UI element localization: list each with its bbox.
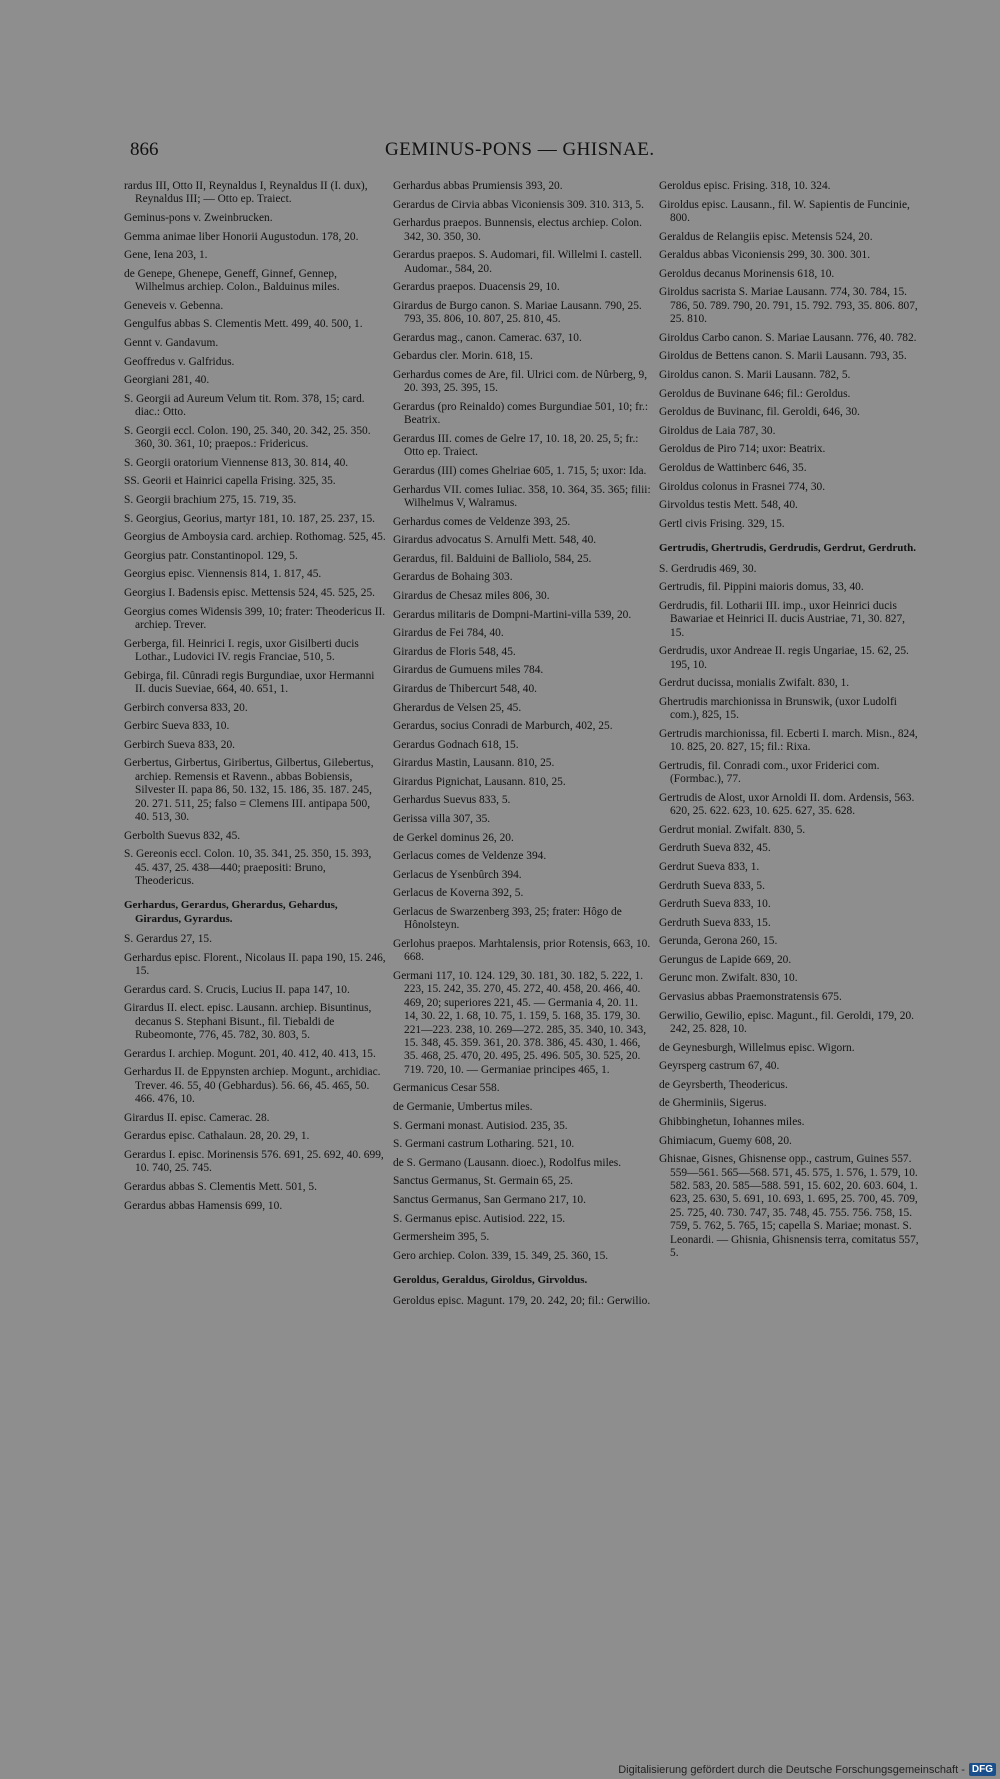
index-entry: S. Germani castrum Lotharing. 521, 10. [393,1138,575,1151]
index-entry: Gene, Iena 203, 1. [124,249,208,262]
index-entry: Gerdruth Sueva 832, 45. [659,842,771,855]
index-entry: Gertl civis Frising. 329, 15. [659,517,785,530]
index-entry: Gerhardus Suevus 833, 5. [393,794,511,807]
index-entry: Gertrudis de Alost, uxor Arnoldi II. dom. Ardensis, 563. 620, 25. 622. 623, 10. 625. 627, 35. 628. [659,791,915,818]
index-entry: Geroldus episc. Magunt. 179, 20. 242, 20; fil.: Gerwilio. [393,1294,651,1307]
index-entry: Geroldus episc. Frising. 318, 10. 324. [659,180,831,192]
index-entry: Gerardus mag., canon. Camerac. 637, 10. [393,331,582,344]
index-entry: Gerardus (pro Reinaldo) comes Burgundiae 501, 10; fr.: Beatrix. [393,400,649,427]
index-entry: Girardus de Thibercurt 548, 40. [393,682,538,695]
index-heading: Gerhardus, Gerardus, Gherardus, Gehardus, Girardus, Gyrardus. [124,899,338,925]
index-entry: Giroldus colonus in Frasnei 774, 30. [659,480,826,493]
index-entry: Gerardus de Bohaing 303. [393,571,513,584]
index-entry: Gero archiep. Colon. 339, 15. 349, 25. 360, 15. [393,1249,609,1262]
index-entry: Gerdruth Sueva 833, 15. [659,916,771,929]
index-entry: de Germanie, Umbertus miles. [393,1101,533,1114]
index-entry: de S. Germano (Lausann. dioec.), Rodolfus miles. [393,1156,622,1169]
index-entry: Gerhardus comes de Are, fil. Ulrici com. de Nûrberg, 9, 20. 393, 25. 395, 15. [393,368,648,395]
index-entry: S. Germanus episc. Autisiod. 222, 15. [393,1212,566,1225]
index-entry: Gerardus militaris de Dompni-Martini-villa 539, 20. [393,608,632,621]
index-entry: de Gerkel dominus 26, 20. [393,831,514,844]
index-entry: Gerardus praepos. S. Audomari, fil. Willelmi I. castell. Audomar., 584, 20. [393,249,642,275]
index-entry: Georgius patr. Constantinopol. 129, 5. [124,549,298,562]
index-entry: Gerardus de Cirvia abbas Viconiensis 309. 310. 313, 5. [393,198,644,211]
index-entry: Gerungus de Lapide 669, 20. [659,953,792,966]
index-entry: Gherardus de Velsen 25, 45. [393,701,522,714]
index-entry: S. Germani monast. Autisiod. 235, 35. [393,1119,568,1132]
index-entry: Gerdrudis, fil. Lotharii III. imp., uxor Heinrici ducis Bawariae et Heinrici II. ducis Austriae, 71, 30. 827, 15. [659,599,906,639]
index-entry: S. Gerardus 27, 15. [124,933,212,946]
index-entry: Geraldus abbas Viconiensis 299, 30. 300. 301. [659,249,871,262]
index-entry: Gerhardus praepos. Bunnensis, electus archiep. Colon. 342, 30. 350, 30. [393,217,642,243]
index-entry: Gerardus Godnach 618, 15. [393,738,519,751]
index-entry: Gerardus, fil. Balduini de Balliolo, 584, 25. [393,552,592,565]
index-entry: Gerardus card. S. Crucis, Lucius II. papa 147, 10. [124,983,350,996]
index-entry: Giroldus sacrista S. Mariae Lausann. 774, 30. 784, 15. 786, 50. 789. 790, 20. 791, 15. 792. 793, 35. 806. 807, 25. 810. [659,286,918,326]
index-entry: Gerdrudis, uxor Andreae II. regis Ungariae, 15. 62, 25. 195, 10. [659,645,909,671]
index-entry: Girardus II. episc. Camerac. 28. [124,1111,270,1124]
index-entry: Sanctus Germanus, St. Germain 65, 25. [393,1175,574,1188]
index-entry: S. Gereonis eccl. Colon. 10, 35. 341, 25. 350, 15. 393, 45. 437, 25. 438—440; praepositi: Bruno, Theodericus. [124,848,372,887]
index-entry: Gervasius abbas Praemonstratensis 675. [659,991,842,1004]
index-entry: Giroldus episc. Lausann., fil. W. Sapientis de Funcinie, 800. [659,198,910,224]
index-entry: Gerbirch Sueva 833, 20. [124,738,236,751]
index-entry: Gerlacus de Koverna 392, 5. [393,887,524,900]
index-entry: Geroldus de Wattinberc 646, 35. [659,461,807,474]
index-entry: SS. Georii et Hainrici capella Frising. 325, 35. [124,475,336,488]
index-entry: Gerberga, fil. Heinrici I. regis, uxor Gisilberti ducis Lothar., Ludovici IV. regis Franciae, 510, 5. [124,637,359,663]
index-entry: Gerlohus praepos. Marhtalensis, prior Rotensis, 663, 10. 668. [393,938,651,964]
index-entry: Gengulfus abbas S. Clementis Mett. 499, 40. 500, 1. [124,318,363,331]
index-entry: S. Georgii eccl. Colon. 190, 25. 340, 20. 342, 25. 350. 360, 30. 361, 10; praepos.: Fridericus. [124,424,371,451]
index-entry: Gerardus abbas Hamensis 699, 10. [124,1199,283,1212]
index-entry: Gerardus I. archiep. Mogunt. 201, 40. 412, 40. 413, 15. [124,1047,376,1060]
index-entry: Georgius episc. Viennensis 814, 1. 817, 45. [124,568,322,581]
index-column-3 [659,180,921,1266]
index-entry: Gerdruth Sueva 833, 10. [659,898,771,911]
index-entry: Gerhardus comes de Veldenze 393, 25. [393,515,571,528]
index-entry: Gerardus III. comes de Gelre 17, 10. 18, 20. 25, 5; fr.: Otto ep. Traiect. [393,432,639,459]
index-column-2 [393,180,655,1313]
index-entry: de Geyrsberth, Theodericus. [659,1078,788,1091]
index-entry: Ghimiacum, Guemy 608, 20. [659,1134,792,1147]
page-number: 866 [130,139,159,160]
footer-credit: Digitalisierung gefördert durch die Deutsche Forschungsgemeinschaft - [618,1763,965,1776]
index-entry: Girardus de Floris 548, 45. [393,645,516,658]
index-entry: Gertrudis marchionissa, fil. Ecberti I. march. Misn., 824, 10. 825, 20. 827, 15; fil.: Rixa. [659,727,918,754]
index-entry: de Gherminiis, Sigerus. [659,1097,767,1110]
index-entry: Gerardus I. episc. Morinensis 576. 691, 25. 692, 40. 699, 10. 740, 25. 745. [124,1148,384,1175]
index-entry: Girardus de Fei 784, 40. [393,627,504,640]
index-entry: S. Georgii oratorium Viennense 813, 30. 814, 40. [124,456,349,469]
index-entry: Girardus de Burgo canon. S. Mariae Lausann. 790, 25. 793, 35. 806, 10. 807, 25. 810, 45. [393,299,642,326]
index-entry: Gerdrut monial. Zwifalt. 830, 5. [659,823,806,836]
index-entry: Geroldus decanus Morinensis 618, 10. [659,267,835,280]
index-entry: Giroldus de Bettens canon. S. Marii Lausann. 793, 35. [659,350,907,363]
index-entry: Gebardus cler. Morin. 618, 15. [393,350,533,363]
index-entry: Georgiani 281, 40. [124,374,210,387]
index-entry: Georgius I. Badensis episc. Mettensis 524, 45. 525, 25. [124,586,375,599]
index-entry: Giroldus Carbo canon. S. Mariae Lausann. 776, 40. 782. [659,331,917,344]
index-entry: Gerhardus abbas Prumiensis 393, 20. [393,180,563,192]
index-heading: Geroldus, Geraldus, Giroldus, Girvoldus. [393,1274,588,1287]
index-entry: Gerbirch conversa 833, 20. [124,701,248,714]
index-entry: Sanctus Germanus, San Germano 217, 10. [393,1194,586,1207]
index-entry: Ghertrudis marchionissa in Brunswik, (uxor Ludolfi com.), 825, 15. [659,695,897,722]
index-entry: Girardus Mastin, Lausann. 810, 25. [393,757,555,770]
index-entry: Gerunda, Gerona 260, 15. [659,935,778,948]
index-entry: Geoffredus v. Galfridus. [124,355,235,368]
index-entry: S. Georgius, Georius, martyr 181, 10. 187, 25. 237, 15. [124,512,375,525]
index-entry: Georgius de Amboysia card. archiep. Rothomag. 525, 45. [124,531,386,544]
index-entry: Germani 117, 10. 124. 129, 30. 181, 30. 182, 5. 222, 1. 223, 15. 242, 35. 270, 45. 272, 40. 458, 20. 466, 40. 469, 20; superiores 221, 45. — Germania 4, 20. 11. 14, 30. 22, 1. 68, 10. 75, 1. 159, 5. 168, 35. 179, 30. 221—223. 238, 10. 269—272. 285, 35. 340, 10. 343, 15. 348, 45. 359. 361, 20. 378. 386, 45. 430, 1. 466, 35. 468, 25. 470, 20. 495, 25. 496. 505, 30. 525, 20. 719. 720, 10. — Germaniae principes 465, 1. [393,970,647,1076]
index-column-1 [124,180,386,1218]
index-entry: Girvoldus testis Mett. 548, 40. [659,499,798,512]
index-entry: Gerardus (III) comes Ghelriae 605, 1. 715, 5; uxor: Ida. [393,464,647,477]
index-entry: Gerardus, socius Conradi de Marburch, 402, 25. [393,720,613,733]
index-entry: Gerbirc Sueva 833, 10. [124,720,230,733]
running-head: GEMINUS-PONS — GHISNAE. [385,139,655,160]
index-heading: Gertrudis, Ghertrudis, Gerdrudis, Gerdrut, Gerdruth. [659,542,916,555]
index-entry: Ghisnae, Gisnes, Ghisnense opp., castrum, Guines 557. 559—561. 565—568. 571, 45. 575, 1. 576, 1. 579, 10. 582. 583, 20. 585—588. 591, 15. 602, 20. 603. 604, 1. 623, 25. 630, 5. 691, 10. 693, 1. 695, 25. 700, 45. 709, 25. 725, 40. 730. 747, 35. 748, 45. 755. 756. 758, 15. 759, 5. 762, 5. 765, 15; capella S. Mariae; monast. S. Leonardi. — Ghisnia, Ghisnensis terra, comitatus 557, 5. [659,1153,919,1260]
index-entry: Geraldus de Relangiis episc. Metensis 524, 20. [659,230,873,243]
index-entry: Girardus de Chesaz miles 806, 30. [393,589,550,602]
index-entry: S. Georgii ad Aureum Velum tit. Rom. 378, 15; card. diac.: Otto. [124,392,365,419]
index-entry: Gerardus abbas S. Clementis Mett. 501, 5. [124,1180,317,1193]
index-entry: Girardus Pignichat, Lausann. 810, 25. [393,775,566,788]
index-entry: Germersheim 395, 5. [393,1231,490,1244]
index-entry: Gertrudis, fil. Pippini maioris domus, 33, 40. [659,581,864,594]
index-entry: Gennt v. Gandavum. [124,336,219,349]
index-entry: Geroldus de Buvinane 646; fil.: Geroldus. [659,387,851,400]
index-entry: Germanicus Cesar 558. [393,1082,500,1095]
dfg-logo: DFG [969,1763,996,1776]
index-entry: Gerlacus de Ysenbûrch 394. [393,868,522,881]
index-entry: Gerunc mon. Zwifalt. 830, 10. [659,972,798,985]
index-entry: Gerhardus episc. Florent., Nicolaus II. papa 190, 15. 246, 15. [124,951,386,978]
index-entry: S. Gerdrudis 469, 30. [659,562,757,575]
index-entry: Gerlacus comes de Veldenze 394. [393,850,547,863]
index-entry: Gebirga, fil. Cûnradi regis Burgundiae, uxor Hermanni II. ducis Sueviae, 664, 40. 651, 1. [124,669,375,695]
footer [618,1763,996,1776]
index-entry: Gerhardus II. de Eppynsten archiep. Mogunt., archidiac. Trever. 46. 55, 40 (Gebhardus). 56. 66, 45. 465, 50. 466. 476, 10. [124,1066,381,1106]
index-entry: Gerdrut ducissa, monialis Zwifalt. 830, 1. [659,677,850,690]
index-entry: Gerbolth Suevus 832, 45. [124,829,241,842]
index-entry: Geyrsperg castrum 67, 40. [659,1060,780,1073]
index-entry: Geroldus de Buvinanc, fil. Geroldi, 646, 30. [659,406,860,419]
index-entry: Girardus advocatus S. Arnulfi Mett. 548, 40. [393,534,597,547]
index-entry: S. Georgii brachium 275, 15. 719, 35. [124,493,297,506]
index-entry: Ghibbinghetun, Iohannes miles. [659,1116,805,1129]
index-entry: rardus III, Otto II, Reynaldus I, Reynaldus II (I. dux), Reynaldus III; — Otto ep. Traiect. [124,180,368,206]
index-entry: Gerdruth Sueva 833, 5. [659,879,765,892]
index-entry: Gerbertus, Girbertus, Giribertus, Gilbertus, Gilebertus, archiep. Remensis et Ravenn., abbas Bobiensis, Silvester II. papa 86, 50. 132, 15. 186, 35. 187. 245, 20. 271. 511, 25; falso = Clemens III. antipapa 500, 40. 513, 30. [124,757,374,823]
index-entry: Girardus de Gumuens miles 784. [393,664,544,677]
index-entry: Gertrudis, fil. Conradi com., uxor Friderici com. (Formbac.), 77. [659,759,880,786]
index-entry: de Genepe, Ghenepe, Geneff, Ginnef, Gennep, Wilhelmus archiep. Colon., Balduinus miles. [124,267,340,294]
index-entry: Gerwilio, Gewilio, episc. Magunt., fil. Geroldi, 179, 20. 242, 25. 828, 10. [659,1009,914,1036]
index-entry: Gemma animae liber Honorii Augustodun. 178, 20. [124,230,359,243]
index-entry: Gerardus praepos. Duacensis 29, 10. [393,281,560,294]
index-entry: Geminus-pons v. Zweinbrucken. [124,212,273,224]
index-entry: de Geynesburgh, Willelmus episc. Wigorn. [659,1041,855,1054]
index-entry: Gerhardus VII. comes Iuliac. 358, 10. 364, 35. 365; filii: Wilhelmus V, Walramus. [393,483,651,509]
index-entry: Giroldus canon. S. Marii Lausann. 782, 5. [659,368,851,381]
index-entry: Gerdrut Sueva 833, 1. [659,860,760,873]
index-entry: Geroldus de Piro 714; uxor: Beatrix. [659,443,826,456]
index-entry: Gerissa villa 307, 35. [393,813,491,826]
index-entry: Georgius comes Widensis 399, 10; frater: Theodericus II. archiep. Trever. [124,605,386,631]
index-entry: Gerlacus de Swarzenberg 393, 25; frater: Hôgo de Hônolsteyn. [393,906,622,932]
index-entry: Gerardus episc. Cathalaun. 28, 20. 29, 1. [124,1130,310,1143]
index-entry: Giroldus de Laia 787, 30. [659,424,776,437]
index-entry: Girardus II. elect. episc. Lausann. archiep. Bisuntinus, decanus S. Stephani Bisunt., fil. Tiebaldi de Rubeomonte, 776, 45. 782, 30. 803, 5. [124,1002,372,1042]
index-entry: Geneveis v. Gebenna. [124,299,224,312]
